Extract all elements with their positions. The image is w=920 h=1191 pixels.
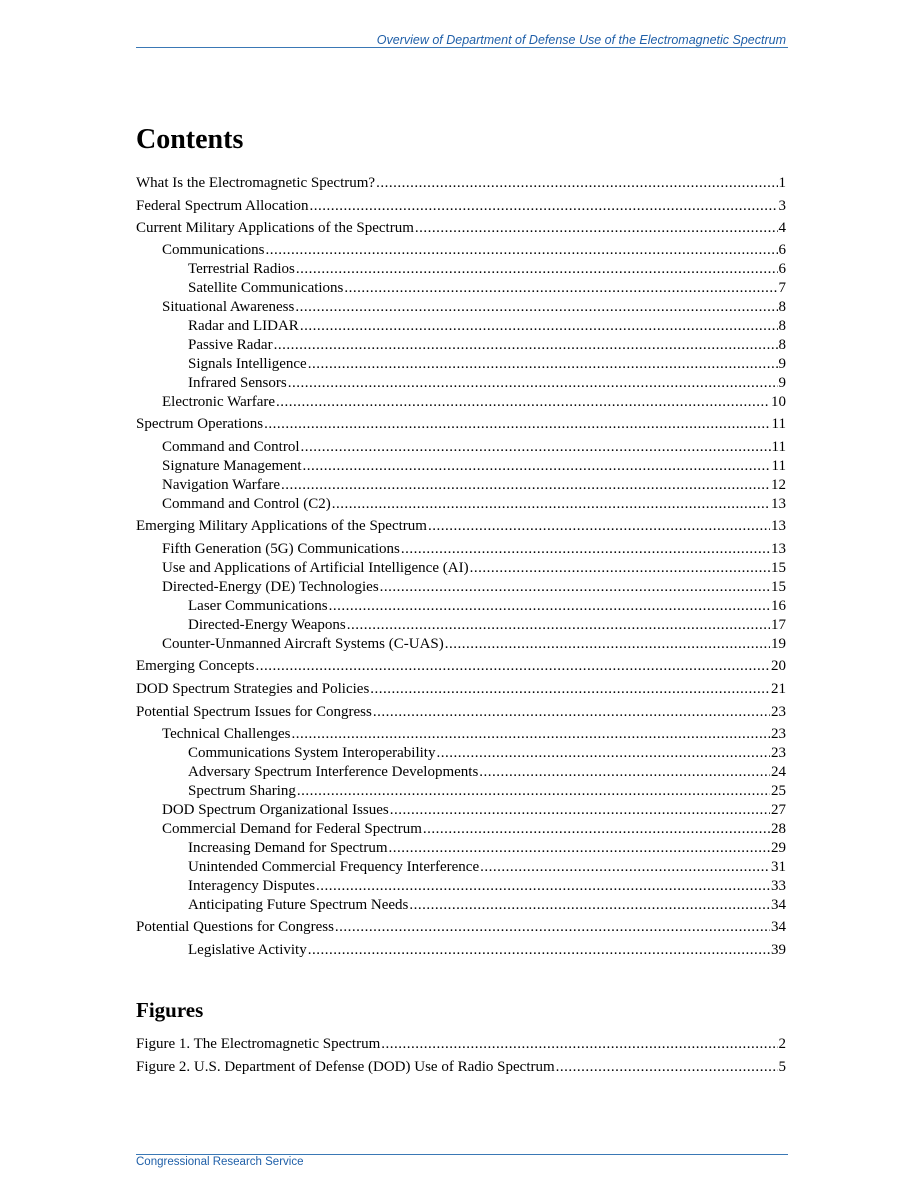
toc-entry[interactable]: Electronic Warfare ..... 10 xyxy=(162,393,786,412)
toc-entry[interactable]: Signature Management ..... 11 xyxy=(162,457,786,476)
toc-entry[interactable]: Directed-Energy Weapons ..... 17 xyxy=(188,616,786,635)
toc-entry[interactable]: Command and Control ..... 11 xyxy=(162,438,786,457)
toc-entry[interactable]: Directed-Energy (DE) Technologies ..... 15 xyxy=(162,578,786,597)
toc-entry[interactable]: Commercial Demand for Federal Spectrum ..... 28 xyxy=(162,820,786,839)
toc-entry[interactable]: Interagency Disputes ..... 33 xyxy=(188,877,786,896)
toc-entry[interactable]: Potential Questions for Congress ..... 34 xyxy=(136,918,786,937)
toc-entry[interactable]: Potential Spectrum Issues for Congress ..... 23 xyxy=(136,703,786,722)
header-rule xyxy=(136,47,788,48)
toc-entry[interactable]: Terrestrial Radios ..... 6 xyxy=(188,260,786,279)
toc-entry[interactable]: Current Military Applications of the Spectrum ..... 4 xyxy=(136,219,786,238)
toc-entry[interactable]: Spectrum Operations ..... 11 xyxy=(136,415,786,434)
toc-entry[interactable]: Infrared Sensors ..... 9 xyxy=(188,374,786,393)
toc-entry[interactable]: Satellite Communications ..... 7 xyxy=(188,279,786,298)
toc-entry[interactable]: Increasing Demand for Spectrum ..... 29 xyxy=(188,839,786,858)
contents-heading: Contents xyxy=(136,124,244,155)
toc-entry[interactable]: Situational Awareness ..... 8 xyxy=(162,298,786,317)
toc-entry[interactable]: Laser Communications ..... 16 xyxy=(188,597,786,616)
toc-entry[interactable]: Navigation Warfare ..... 12 xyxy=(162,476,786,495)
toc-entry[interactable]: Legislative Activity ..... 39 xyxy=(188,941,786,960)
toc-entry[interactable]: Command and Control (C2) ..... 13 xyxy=(162,495,786,514)
toc-entry[interactable]: Adversary Spectrum Interference Developments ..... 24 xyxy=(188,763,786,782)
toc-entry[interactable]: Emerging Military Applications of the Spectrum ..... 13 xyxy=(136,517,786,536)
toc-entry[interactable]: What Is the Electromagnetic Spectrum? ..... 1 xyxy=(136,174,786,193)
footer-source: Congressional Research Service xyxy=(136,1156,304,1168)
figure-entry[interactable]: Figure 1. The Electromagnetic Spectrum ..... 2 xyxy=(136,1035,786,1054)
toc-entry[interactable]: Anticipating Future Spectrum Needs ..... 34 xyxy=(188,896,786,915)
toc-entry[interactable]: Emerging Concepts ..... 20 xyxy=(136,657,786,676)
figures-heading: Figures xyxy=(136,998,204,1022)
toc-entry[interactable]: Spectrum Sharing ..... 25 xyxy=(188,782,786,801)
toc-entry[interactable]: Communications System Interoperability ..... 23 xyxy=(188,744,786,763)
figure-entry[interactable]: Figure 2. U.S. Department of Defense (DOD) Use of Radio Spectrum ..... 5 xyxy=(136,1058,786,1077)
toc-entry[interactable]: Federal Spectrum Allocation ..... 3 xyxy=(136,197,786,216)
toc-entry[interactable]: Fifth Generation (5G) Communications ..... 13 xyxy=(162,540,786,559)
toc-entry[interactable]: DOD Spectrum Strategies and Policies ..... 21 xyxy=(136,680,786,699)
toc-entry[interactable]: Passive Radar ..... 8 xyxy=(188,336,786,355)
toc-entry[interactable]: Signals Intelligence ..... 9 xyxy=(188,355,786,374)
running-header: Overview of Department of Defense Use of the Electromagnetic Spectrum xyxy=(376,33,786,47)
toc-entry[interactable]: Technical Challenges ..... 23 xyxy=(162,725,786,744)
toc-entry[interactable]: Radar and LIDAR ..... 8 xyxy=(188,317,786,336)
toc-entry[interactable]: Counter-Unmanned Aircraft Systems (C-UAS) ..... 19 xyxy=(162,635,786,654)
toc-entry[interactable]: Unintended Commercial Frequency Interference ..... 31 xyxy=(188,858,786,877)
toc-entry[interactable]: DOD Spectrum Organizational Issues ..... 27 xyxy=(162,801,786,820)
toc-entry[interactable]: Communications ..... 6 xyxy=(162,241,786,260)
toc-entry[interactable]: Use and Applications of Artificial Intelligence (AI) ..... 15 xyxy=(162,559,786,578)
footer-rule xyxy=(136,1154,788,1155)
